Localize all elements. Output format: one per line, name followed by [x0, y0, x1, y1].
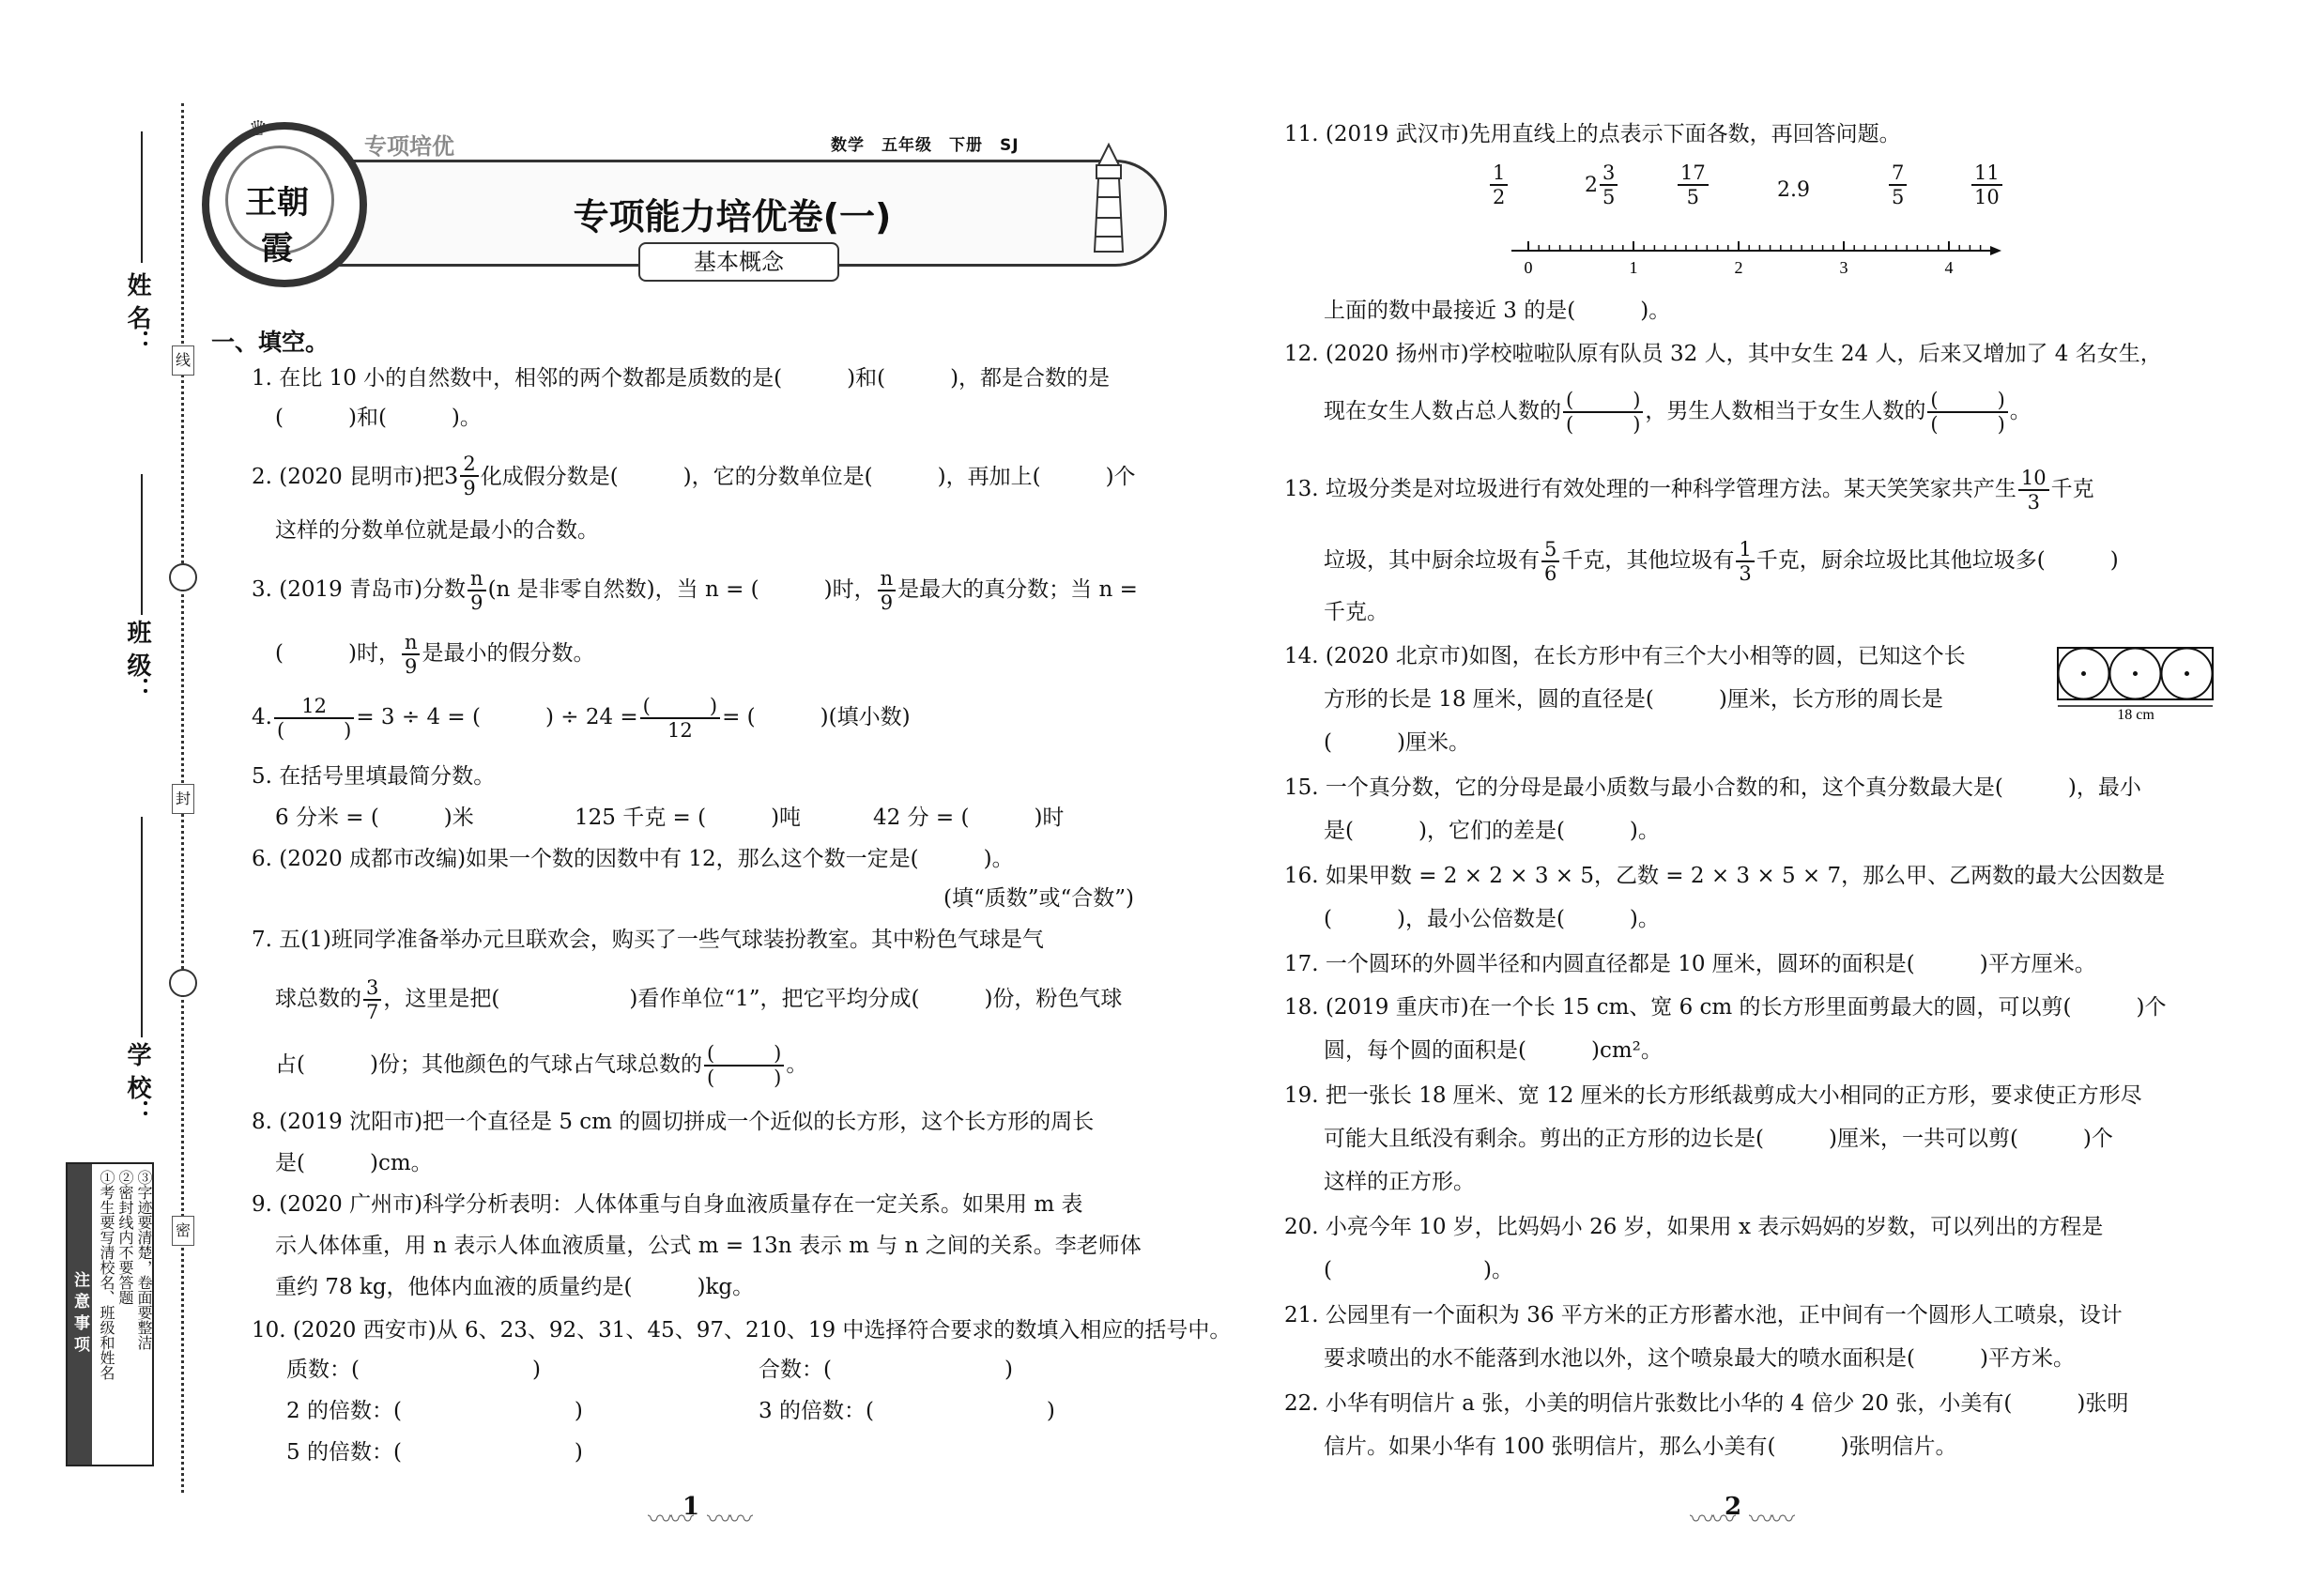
circle-center-dot	[2133, 671, 2138, 676]
value-mixed: 2 $\frac{3}{5}$	[1585, 161, 1619, 208]
question-5-item-3: 42 分 = ( )时	[873, 806, 1065, 830]
question-10-prime: 质数：( )	[286, 1358, 541, 1382]
class-label: 班 级：	[123, 620, 151, 702]
question-13-line-1: 13. 垃圾分类是对垃圾进行有效处理的一种科学管理方法。某天笑笑家共产生 $\frac{10}{3}$ 千克	[1284, 467, 2094, 514]
question-16-line-2: ( )，最小公倍数是( )。	[1324, 907, 1660, 931]
book-meta: 数学 五年级 下册 SJ	[831, 136, 1020, 155]
question-5-item-1: 6 分米 = ( )米	[275, 806, 474, 830]
question-7-line-2: 球总数的 $\frac{3}{7}$ ，这里是把( )看作单位“1”，把它平均分成( )份，粉色气球	[275, 976, 1123, 1023]
question-14-line-2: 方形的长是 18 厘米，圆的直径是( )厘米，长方形的周长是	[1324, 687, 1943, 712]
question-19-line-1: 19. 把一张长 18 厘米、宽 12 厘米的长方形纸裁剪成大小相同的正方形，要求使正方形尽	[1284, 1083, 2142, 1108]
cut-mark-secret: 密	[172, 1216, 194, 1246]
question-20-line-1: 20. 小亮今年 10 岁，比妈妈小 26 岁，如果用 x 表示妈妈的岁数，可以列出的方程是	[1284, 1215, 2104, 1239]
series-label: 专项培优	[364, 133, 454, 160]
question-2-line-2: 这样的分数单位就是最小的合数。	[275, 518, 599, 543]
rectangle-circles-figure	[2056, 646, 2216, 721]
number-line	[1502, 239, 2009, 286]
number-line-tick-label: 0	[1524, 258, 1533, 277]
number-line-tick-label: 4	[1944, 258, 1954, 277]
cut-mark-line: 线	[172, 345, 194, 376]
brand-name: 王朝霞	[245, 184, 309, 268]
question-10-multiple-2: 2 的倍数：( )	[286, 1399, 583, 1423]
question-6-hint: (填“质数”或“合数”)	[943, 886, 1134, 911]
question-4: 4. $\frac{12}{( )}$ = 3 ÷ 4 = ( ) ÷ 24 = $\frac{( )}{12}$ = ( )(填小数)	[252, 695, 911, 742]
question-21-line-2: 要求喷出的水不能落到水池以外，这个喷泉最大的喷水面积是( )平方米。	[1324, 1346, 2075, 1371]
question-5-item-2: 125 千克 = ( )吨	[575, 806, 802, 830]
question-8-line-2: 是( )cm。	[275, 1151, 433, 1175]
value-half: $\frac{1}{2}$	[1488, 161, 1510, 208]
school-label: 学 校：	[123, 1042, 151, 1125]
notice-item: ①考生要写清校名、班级和姓名	[98, 1170, 115, 1380]
question-14-line-3: ( )厘米。	[1324, 730, 1470, 755]
page-ornament-icon: 〰〰	[707, 1506, 751, 1534]
page-ornament-icon: 〰〰	[1749, 1506, 1793, 1534]
notice-heading: 注意事项	[68, 1164, 92, 1465]
question-19-line-2: 可能大且纸没有剩余。剪出的正方形的边长是( )厘米，一共可以剪( )个	[1324, 1127, 2113, 1151]
question-16-line-1: 16. 如果甲数 = 2 × 2 × 3 × 5，乙数 = 2 × 3 × 5 × 7，那么甲、乙两数的最大公因数是	[1284, 864, 2166, 888]
school-underline	[141, 817, 143, 1037]
question-1-line-1: 1. 在比 10 小的自然数中，相邻的两个数都是质数的是( )和( )，都是合数的是	[252, 366, 1111, 391]
dimension-label: 18 cm	[2117, 707, 2154, 721]
question-1-line-2: ( )和( )。	[275, 406, 482, 430]
circle-center-dot	[2185, 671, 2189, 676]
question-15-line-1: 15. 一个真分数，它的分母是最小质数与最小合数的和，这个真分数最大是( )，最小	[1284, 775, 2141, 800]
question-10-line-1: 10. (2020 西安市)从 6、23、92、31、45、97、210、19 中选择符合要求的数填入相应的括号中。	[252, 1318, 1232, 1343]
section-title: 一、填空。	[211, 329, 330, 356]
circle-center-dot	[2081, 671, 2086, 676]
question-20-line-2: ( )。	[1324, 1258, 1513, 1282]
notice-item: ②密封线内不要答题	[116, 1170, 134, 1305]
notice-item: ③字迹要清楚，卷面要整洁	[135, 1170, 153, 1350]
page-number-right: 2	[1725, 1493, 1742, 1521]
question-19-line-3: 这样的正方形。	[1324, 1170, 1475, 1194]
question-10-composite: 合数：( )	[759, 1358, 1013, 1382]
page-subtitle: 基本概念	[638, 242, 839, 282]
question-12-line-1: 12. (2020 扬州市)学校啦啦队原有队员 32 人，其中女生 24 人，后来又增加了 4 名女生，	[1284, 342, 2162, 366]
question-15-line-2: 是( )，它们的差是( )。	[1324, 819, 1660, 843]
question-8-line-1: 8. (2019 沈阳市)把一个直径是 5 cm 的圆切拼成一个近似的长方形，这个长方形的周长	[252, 1110, 1095, 1134]
question-13-line-2: 垃圾，其中厨余垃圾有 $\frac{5}{6}$ 千克，其他垃圾有 $\frac{1}{3}$ 千克，厨余垃圾比其他垃圾多( )	[1324, 538, 2119, 585]
number-line-arrow-icon	[1990, 246, 2001, 255]
question-22-line-1: 22. 小华有明信片 a 张，小美的明信片张数比小华的 4 倍少 20 张，小美有( )张明	[1284, 1391, 2129, 1416]
question-13-line-3: 千克。	[1324, 600, 1388, 624]
class-underline	[141, 474, 143, 615]
binding-hole-icon	[169, 563, 197, 591]
question-9-line-1: 9. (2020 广州市)科学分析表明：人体体重与自身血液质量存在一定关系。如果用 m 表	[252, 1192, 1083, 1217]
question-17: 17. 一个圆环的外圆半径和内圆直径都是 10 厘米，圆环的面积是( )平方厘米。	[1284, 952, 2096, 976]
question-3-line-1: 3. (2019 青岛市)分数 $\frac{n}{9}$ (n 是非零自然数)，当 n = ( )时， $\frac{n}{9}$ 是最大的真分数；当 n =	[252, 567, 1138, 614]
question-6-line-1: 6. (2020 成都市改编)如果一个数的因数中有 12，那么这个数一定是( )。	[252, 847, 1014, 871]
value-seven-fifths: $\frac{7}{5}$	[1887, 161, 1909, 208]
name-label: 姓 名：	[123, 272, 151, 355]
value-seventeen-fifths: $\frac{17}{5}$	[1676, 161, 1710, 208]
value-decimal: 2.9	[1777, 178, 1810, 202]
question-18-line-2: 圆，每个圆的面积是( )cm²。	[1324, 1038, 1663, 1063]
question-10-multiple-3: 3 的倍数：( )	[759, 1399, 1055, 1423]
crown-icon: ♛	[249, 117, 268, 141]
notice-box	[66, 1162, 154, 1466]
name-underline	[141, 131, 143, 263]
value-eleven-tenths: $\frac{11}{10}$	[1970, 161, 2004, 208]
question-21-line-1: 21. 公园里有一个面积为 36 平方米的正方形蓄水池，正中间有一个圆形人工喷泉，设计	[1284, 1303, 2123, 1327]
page-number-left: 1	[682, 1493, 700, 1521]
question-11-line-1: 11. (2019 武汉市)先用直线上的点表示下面各数，再回答问题。	[1284, 122, 1901, 146]
number-line-tick-label: 1	[1629, 258, 1638, 277]
question-7-line-3: 占( )份；其他颜色的气球占气球总数的 $\frac{( )}{( )}$ 。	[275, 1042, 808, 1089]
page-title: 专项能力培优卷(一)	[573, 196, 892, 238]
lighthouse-icon	[1089, 139, 1128, 255]
question-9-line-2: 示人体体重，用 n 表示人体血液质量，公式 m = 13n 表示 m 与 n 之间的关系。李老师体	[275, 1234, 1142, 1258]
question-7-line-1: 7. 五(1)班同学准备举办元旦联欢会，购买了一些气球装扮教室。其中粉色气球是气	[252, 928, 1044, 952]
question-10-multiple-5: 5 的倍数：( )	[286, 1440, 583, 1465]
question-11-line-2: 上面的数中最接近 3 的是( )。	[1324, 299, 1671, 323]
number-line-tick-label: 3	[1839, 258, 1848, 277]
binding-hole-icon	[169, 969, 197, 997]
question-12-line-2: 现在女生人数占总人数的 $\frac{( )}{( )}$ ，男生人数相当于女生人数的 $\frac{( )}{( )}$ 。	[1324, 389, 2032, 436]
page-ornament-icon: 〰〰	[1690, 1506, 1734, 1534]
question-18-line-1: 18. (2019 重庆市)在一个长 15 cm、宽 6 cm 的长方形里面剪最大的圆，可以剪( )个	[1284, 995, 2167, 1020]
question-22-line-2: 信片。如果小华有 100 张明信片，那么小美有( )张明信片。	[1324, 1435, 1957, 1459]
question-14-line-1: 14. (2020 北京市)如图，在长方形中有三个大小相等的圆，已知这个长	[1284, 644, 1966, 668]
question-5-heading: 5. 在括号里填最简分数。	[252, 764, 496, 789]
question-2-line-1: 2. (2020 昆明市)把 3 $\frac{2}{9}$ 化成假分数是( )，它的分数单位是( )，再加上( )个	[252, 453, 1136, 499]
question-9-line-3: 重约 78 kg，他体内血液的质量约是( )kg。	[275, 1275, 755, 1299]
page-ornament-icon: 〰〰	[648, 1506, 692, 1534]
cut-mark-seal: 封	[172, 784, 194, 814]
number-line-tick-label: 2	[1734, 258, 1743, 277]
question-3-line-2: ( )时， $\frac{n}{9}$ 是最小的假分数。	[275, 631, 595, 678]
